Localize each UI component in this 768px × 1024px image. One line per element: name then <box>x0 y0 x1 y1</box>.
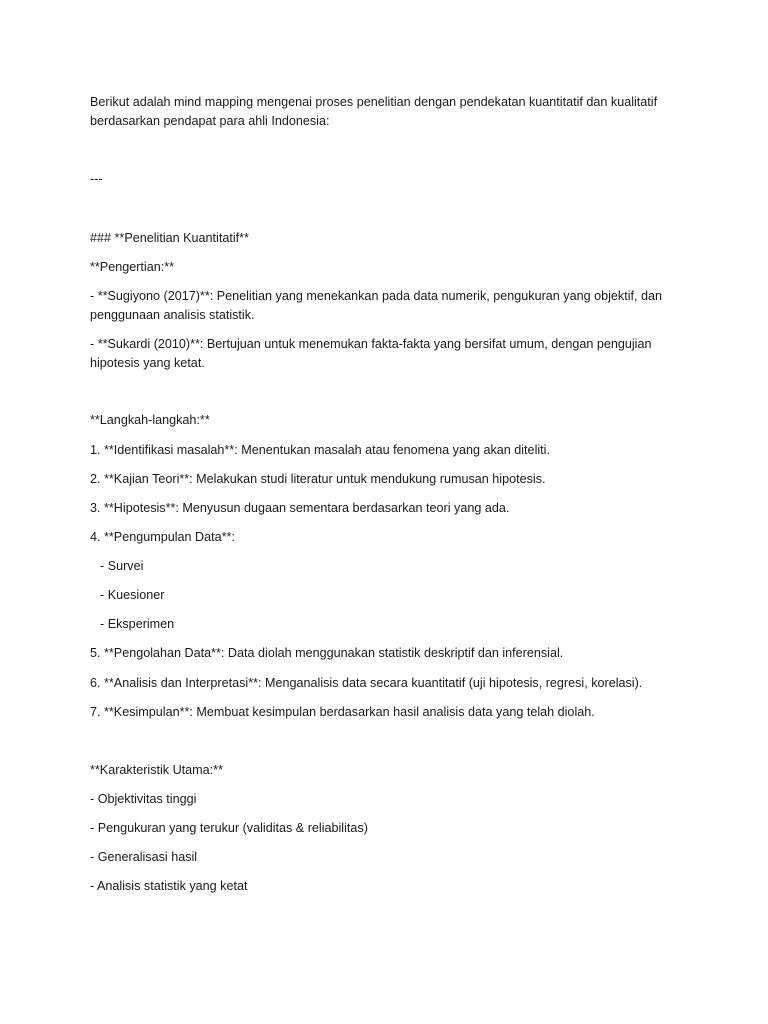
karakteristik-item: - Pengukuran yang terukur (validitas & reliabilitas) <box>90 821 368 835</box>
karakteristik-item: - Analisis statistik yang ketat <box>90 879 248 893</box>
pengertian-item-sukardi: - **Sukardi (2010)**: Bertujuan untuk menemukan fakta-fakta yang bersifat umum, dengan pengujian hipotesis yang ketat. <box>90 337 652 370</box>
step-4: 4. **Pengumpulan Data**: <box>90 530 235 544</box>
step-6: 6. **Analisis dan Interpretasi**: Menganalisis data secara kuantitatif (uji hipotesis, regresi, korelasi). <box>90 676 643 690</box>
section-heading: ### **Penelitian Kuantitatif** <box>90 231 249 245</box>
intro-paragraph: Berikut adalah mind mapping mengenai proses penelitian dengan pendekatan kuantitatif dan kualitatif berdasarkan pendapat para ahli Indonesia: <box>90 95 658 128</box>
step-5: 5. **Pengolahan Data**: Data diolah menggunakan statistik deskriptif dan inferensial. <box>90 646 564 660</box>
data-method-survei: - Survei <box>100 559 144 573</box>
step-7: 7. **Kesimpulan**: Membuat kesimpulan berdasarkan hasil analisis data yang telah diolah. <box>90 705 595 719</box>
pengertian-item-sugiyono: - **Sugiyono (2017)**: Penelitian yang menekankan pada data numerik, pengukuran yang objektif, dan penggunaan analisis statistik. <box>90 289 663 322</box>
langkah-label: **Langkah-langkah:** <box>90 413 210 427</box>
step-1: 1. **Identifikasi masalah**: Menentukan masalah atau fenomena yang akan diteliti. <box>90 443 550 457</box>
karakteristik-item: - Generalisasi hasil <box>90 850 198 864</box>
karakteristik-item: - Objektivitas tinggi <box>90 792 197 806</box>
data-method-kuesioner: - Kuesioner <box>100 588 165 602</box>
step-2: 2. **Kajian Teori**: Melakukan studi literatur untuk mendukung rumusan hipotesis. <box>90 472 546 486</box>
separator-line: --- <box>90 172 103 186</box>
pengertian-label: **Pengertian:** <box>90 260 175 274</box>
karakteristik-label: **Karakteristik Utama:** <box>90 763 223 777</box>
data-method-eksperimen: - Eksperimen <box>100 617 175 631</box>
step-3: 3. **Hipotesis**: Menyusun dugaan sementara berdasarkan teori yang ada. <box>90 501 510 515</box>
